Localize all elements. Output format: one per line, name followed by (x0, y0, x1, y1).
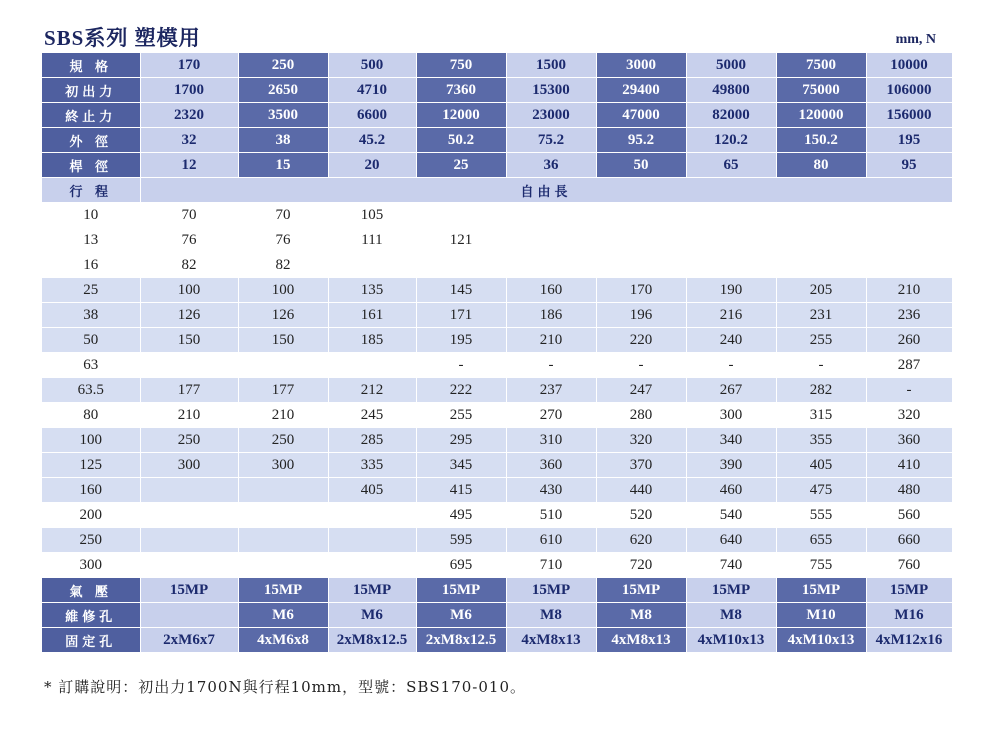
free-length-cell: 70 (238, 203, 328, 228)
stroke-value: 25 (42, 278, 140, 303)
free-length-cell: 560 (866, 503, 952, 528)
spec-table (42, 53, 953, 653)
free-length-cell: 300 (686, 403, 776, 428)
free-length-cell: 660 (866, 528, 952, 553)
stroke-header-label: 行 程 (42, 178, 140, 203)
free-length-cell: 345 (416, 453, 506, 478)
free-length-cell: 145 (416, 278, 506, 303)
free-length-cell: 760 (866, 553, 952, 578)
free-length-cell: 185 (328, 328, 416, 353)
free-length-cell: 405 (776, 453, 866, 478)
free-length-cell: 282 (776, 378, 866, 403)
free-length-cell (596, 203, 686, 228)
spec-cell: 15MP (328, 578, 416, 603)
free-length-cell: 360 (506, 453, 596, 478)
stroke-row (42, 528, 952, 553)
spec-cell: 195 (866, 128, 952, 153)
free-length-cell (686, 203, 776, 228)
spec-cell: 47000 (596, 103, 686, 128)
free-length-cell (238, 528, 328, 553)
free-length-cell: - (686, 353, 776, 378)
row-label: 氣 壓 (42, 578, 140, 603)
free-length-cell (140, 503, 238, 528)
spec-row (42, 153, 952, 178)
free-length-cell: 250 (238, 428, 328, 453)
free-length-cell (506, 253, 596, 278)
spec-cell: 150.2 (776, 128, 866, 153)
spec-cell: 7360 (416, 78, 506, 103)
free-length-cell: 100 (238, 278, 328, 303)
free-length-cell (506, 228, 596, 253)
row-label: 規 格 (42, 53, 140, 78)
spec-cell: 38 (238, 128, 328, 153)
spec-cell: 3500 (238, 103, 328, 128)
spec-cell: 15300 (506, 78, 596, 103)
free-length-cell: 237 (506, 378, 596, 403)
spec-cell: M16 (866, 603, 952, 628)
stroke-value: 10 (42, 203, 140, 228)
spec-cell: 2xM8x12.5 (328, 628, 416, 653)
spec-cell: 15MP (506, 578, 596, 603)
spec-cell: 2320 (140, 103, 238, 128)
unit-label: mm, N (895, 32, 936, 47)
free-length-cell: - (506, 353, 596, 378)
free-length-cell: 260 (866, 328, 952, 353)
spec-cell: 250 (238, 53, 328, 78)
free-length-cell: 480 (866, 478, 952, 503)
free-length-cell: 245 (328, 403, 416, 428)
stroke-value: 200 (42, 503, 140, 528)
spec-cell: 106000 (866, 78, 952, 103)
spec-cell: 29400 (596, 78, 686, 103)
spec-cell: 65 (686, 153, 776, 178)
row-label: 終止力 (42, 103, 140, 128)
stroke-value: 250 (42, 528, 140, 553)
spec-cell: 15 (238, 153, 328, 178)
free-length-cell: - (776, 353, 866, 378)
free-length-cell: 640 (686, 528, 776, 553)
free-length-cell: 510 (506, 503, 596, 528)
stroke-row (42, 378, 952, 403)
spec-cell: 170 (140, 53, 238, 78)
free-length-cell (238, 353, 328, 378)
free-length-cell: 126 (140, 303, 238, 328)
spec-cell: 4xM10x13 (776, 628, 866, 653)
stroke-row (42, 553, 952, 578)
stroke-row (42, 353, 952, 378)
free-length-cell: 210 (866, 278, 952, 303)
free-length-cell: 82 (140, 253, 238, 278)
spec-cell: 82000 (686, 103, 776, 128)
free-length-cell (686, 253, 776, 278)
free-length-cell: 340 (686, 428, 776, 453)
free-length-cell: 190 (686, 278, 776, 303)
free-length-cell: - (866, 378, 952, 403)
free-length-cell (776, 203, 866, 228)
free-length-cell: 610 (506, 528, 596, 553)
spec-cell: M6 (328, 603, 416, 628)
free-length-cell: 82 (238, 253, 328, 278)
free-length-cell (328, 553, 416, 578)
stroke-row (42, 203, 952, 228)
spec-row (42, 578, 952, 603)
spec-cell: 23000 (506, 103, 596, 128)
spec-cell: 750 (416, 53, 506, 78)
spec-cell: M6 (238, 603, 328, 628)
free-length-cell: 320 (596, 428, 686, 453)
spec-cell: 5000 (686, 53, 776, 78)
free-length-cell: 710 (506, 553, 596, 578)
free-length-cell: 195 (416, 328, 506, 353)
free-length-header: 自由長 (140, 178, 952, 203)
free-length-cell (140, 478, 238, 503)
free-length-cell: 150 (238, 328, 328, 353)
stroke-row (42, 478, 952, 503)
free-length-cell: 210 (238, 403, 328, 428)
free-length-cell: 335 (328, 453, 416, 478)
spec-cell: 12000 (416, 103, 506, 128)
free-length-cell (596, 228, 686, 253)
free-length-cell (506, 203, 596, 228)
free-length-cell: 196 (596, 303, 686, 328)
spec-cell: 15MP (238, 578, 328, 603)
free-length-cell: 255 (776, 328, 866, 353)
free-length-cell: 720 (596, 553, 686, 578)
spec-row (42, 628, 952, 653)
stroke-value: 80 (42, 403, 140, 428)
stroke-value: 38 (42, 303, 140, 328)
stroke-value: 63 (42, 353, 140, 378)
stroke-row (42, 503, 952, 528)
row-label: 維修孔 (42, 603, 140, 628)
spec-cell: 50.2 (416, 128, 506, 153)
free-length-cell: 355 (776, 428, 866, 453)
spec-cell: 4xM8x13 (506, 628, 596, 653)
free-length-cell (328, 528, 416, 553)
free-length-cell (596, 253, 686, 278)
row-label: 固定孔 (42, 628, 140, 653)
free-length-cell: 135 (328, 278, 416, 303)
free-length-cell: 222 (416, 378, 506, 403)
spec-row (42, 78, 952, 103)
spec-cell: 15MP (416, 578, 506, 603)
stroke-row (42, 453, 952, 478)
free-length-cell: 295 (416, 428, 506, 453)
spec-cell: 15MP (596, 578, 686, 603)
spec-cell: 6600 (328, 103, 416, 128)
free-length-cell: 315 (776, 403, 866, 428)
spec-cell: 120.2 (686, 128, 776, 153)
spec-cell: M6 (416, 603, 506, 628)
free-length-cell: 216 (686, 303, 776, 328)
free-length-cell: 405 (328, 478, 416, 503)
free-length-cell: 460 (686, 478, 776, 503)
spec-cell: 45.2 (328, 128, 416, 153)
free-length-cell: 220 (596, 328, 686, 353)
free-length-cell: 212 (328, 378, 416, 403)
free-length-cell: 555 (776, 503, 866, 528)
free-length-cell (776, 228, 866, 253)
free-length-cell: 540 (686, 503, 776, 528)
spec-cell: 120000 (776, 103, 866, 128)
spec-cell: 32 (140, 128, 238, 153)
spec-cell: 20 (328, 153, 416, 178)
free-length-cell (866, 203, 952, 228)
free-length-cell: 240 (686, 328, 776, 353)
spec-row (42, 53, 952, 78)
free-length-cell: 150 (140, 328, 238, 353)
spec-row (42, 128, 952, 153)
spec-cell: 15MP (776, 578, 866, 603)
spec-cell: 156000 (866, 103, 952, 128)
free-length-cell (776, 253, 866, 278)
free-length-cell: - (596, 353, 686, 378)
free-length-cell: 520 (596, 503, 686, 528)
order-note: * 訂購說明：初出力1700N與行程10mm，型號：SBS170-010。 (44, 678, 527, 696)
stroke-value: 16 (42, 253, 140, 278)
spec-cell: 4xM10x13 (686, 628, 776, 653)
stroke-value: 63.5 (42, 378, 140, 403)
page-title: SBS系列 塑模用 (44, 26, 201, 50)
free-length-cell: 161 (328, 303, 416, 328)
free-length-cell: 210 (140, 403, 238, 428)
stroke-header-row (42, 178, 952, 203)
free-length-cell: - (416, 353, 506, 378)
free-length-cell: 111 (328, 228, 416, 253)
free-length-cell: 177 (140, 378, 238, 403)
free-length-cell: 267 (686, 378, 776, 403)
free-length-cell (140, 528, 238, 553)
spec-row (42, 603, 952, 628)
free-length-cell: 390 (686, 453, 776, 478)
free-length-cell: 247 (596, 378, 686, 403)
free-length-cell (238, 503, 328, 528)
free-length-cell: 300 (140, 453, 238, 478)
spec-row (42, 103, 952, 128)
spec-cell: 4xM6x8 (238, 628, 328, 653)
free-length-cell: 255 (416, 403, 506, 428)
spec-cell: 80 (776, 153, 866, 178)
stroke-row (42, 403, 952, 428)
free-length-cell: 310 (506, 428, 596, 453)
free-length-cell: 70 (140, 203, 238, 228)
spec-cell: 10000 (866, 53, 952, 78)
free-length-cell: 370 (596, 453, 686, 478)
free-length-cell (328, 253, 416, 278)
free-length-cell (140, 553, 238, 578)
free-length-cell: 595 (416, 528, 506, 553)
row-label: 桿 徑 (42, 153, 140, 178)
free-length-cell: 126 (238, 303, 328, 328)
spec-cell: M8 (506, 603, 596, 628)
spec-cell: 75.2 (506, 128, 596, 153)
spec-cell: M10 (776, 603, 866, 628)
free-length-cell: 695 (416, 553, 506, 578)
free-length-cell: 105 (328, 203, 416, 228)
free-length-cell: 205 (776, 278, 866, 303)
spec-cell: 3000 (596, 53, 686, 78)
spec-cell: 2650 (238, 78, 328, 103)
free-length-cell: 121 (416, 228, 506, 253)
spec-cell: 1500 (506, 53, 596, 78)
spec-cell: 95 (866, 153, 952, 178)
stroke-row (42, 328, 952, 353)
stroke-row (42, 428, 952, 453)
free-length-cell: 270 (506, 403, 596, 428)
free-length-cell: 170 (596, 278, 686, 303)
spec-cell: 50 (596, 153, 686, 178)
free-length-cell (866, 228, 952, 253)
free-length-cell: 360 (866, 428, 952, 453)
free-length-cell: 171 (416, 303, 506, 328)
free-length-cell: 160 (506, 278, 596, 303)
free-length-cell (328, 353, 416, 378)
free-length-cell (328, 503, 416, 528)
spec-cell: 15MP (140, 578, 238, 603)
spec-cell: 2xM6x7 (140, 628, 238, 653)
spec-cell: 4xM8x13 (596, 628, 686, 653)
free-length-cell (416, 253, 506, 278)
free-length-cell (140, 353, 238, 378)
free-length-cell: 236 (866, 303, 952, 328)
row-label: 外 徑 (42, 128, 140, 153)
stroke-value: 125 (42, 453, 140, 478)
stroke-row (42, 303, 952, 328)
spec-cell: 4xM12x16 (866, 628, 952, 653)
spec-cell: 49800 (686, 78, 776, 103)
free-length-cell: 76 (140, 228, 238, 253)
spec-cell: 2xM8x12.5 (416, 628, 506, 653)
spec-cell (140, 603, 238, 628)
free-length-cell: 285 (328, 428, 416, 453)
free-length-cell: 475 (776, 478, 866, 503)
free-length-cell: 415 (416, 478, 506, 503)
free-length-cell: 755 (776, 553, 866, 578)
spec-cell: 12 (140, 153, 238, 178)
free-length-cell (238, 478, 328, 503)
stroke-value: 100 (42, 428, 140, 453)
spec-cell: 500 (328, 53, 416, 78)
spec-table-body (42, 53, 952, 653)
stroke-value: 160 (42, 478, 140, 503)
stroke-row (42, 278, 952, 303)
free-length-cell (238, 553, 328, 578)
free-length-cell: 177 (238, 378, 328, 403)
free-length-cell: 210 (506, 328, 596, 353)
free-length-cell: 495 (416, 503, 506, 528)
stroke-row (42, 228, 952, 253)
free-length-cell: 740 (686, 553, 776, 578)
free-length-cell: 655 (776, 528, 866, 553)
free-length-cell: 250 (140, 428, 238, 453)
spec-cell: 7500 (776, 53, 866, 78)
free-length-cell: 280 (596, 403, 686, 428)
free-length-cell (686, 228, 776, 253)
spec-cell: 36 (506, 153, 596, 178)
free-length-cell: 410 (866, 453, 952, 478)
spec-cell: 75000 (776, 78, 866, 103)
free-length-cell: 440 (596, 478, 686, 503)
spec-cell: 4710 (328, 78, 416, 103)
free-length-cell: 320 (866, 403, 952, 428)
spec-cell: M8 (596, 603, 686, 628)
free-length-cell (416, 203, 506, 228)
stroke-value: 300 (42, 553, 140, 578)
spec-cell: 25 (416, 153, 506, 178)
free-length-cell: 100 (140, 278, 238, 303)
free-length-cell (866, 253, 952, 278)
free-length-cell: 76 (238, 228, 328, 253)
spec-cell: 15MP (686, 578, 776, 603)
spec-cell: 95.2 (596, 128, 686, 153)
stroke-value: 50 (42, 328, 140, 353)
free-length-cell: 186 (506, 303, 596, 328)
row-label: 初出力 (42, 78, 140, 103)
spec-cell: 1700 (140, 78, 238, 103)
stroke-value: 13 (42, 228, 140, 253)
free-length-cell: 231 (776, 303, 866, 328)
spec-cell: 15MP (866, 578, 952, 603)
free-length-cell: 620 (596, 528, 686, 553)
free-length-cell: 430 (506, 478, 596, 503)
stroke-row (42, 253, 952, 278)
spec-cell: M8 (686, 603, 776, 628)
free-length-cell: 300 (238, 453, 328, 478)
free-length-cell: 287 (866, 353, 952, 378)
